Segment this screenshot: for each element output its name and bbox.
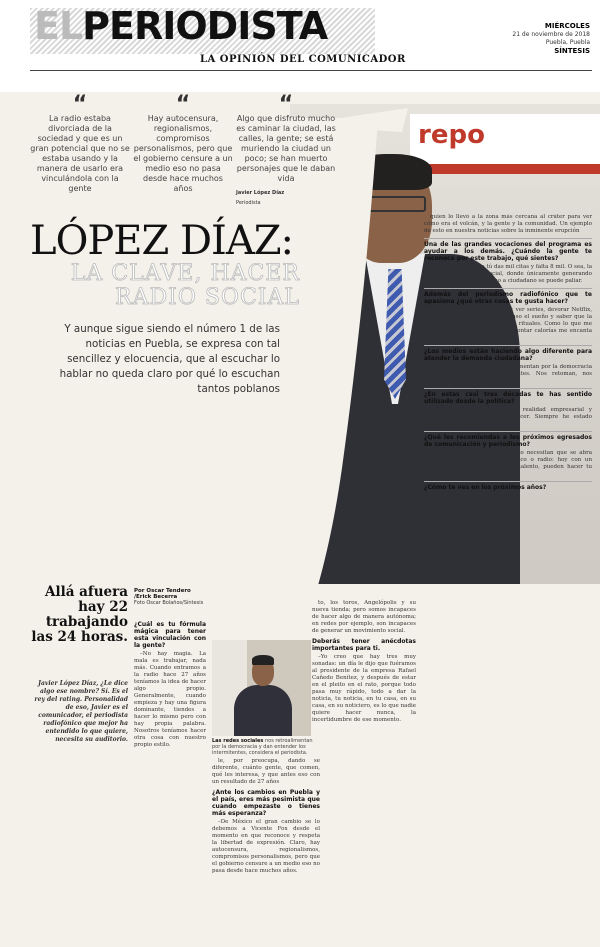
masthead: [0, 0, 600, 92]
byline-authors: Por Oscar Tendero /Erick Becerra: [134, 588, 191, 600]
newspaper-logo: [34, 4, 327, 48]
inset-photo: [212, 640, 311, 736]
interview-question: ¿Cuál es tu fórmula mágica para tener esta vinculación con la gente?: [134, 621, 206, 649]
interview-question: ¿Cómo te ves en los próximos años?: [424, 481, 592, 491]
article-column-1: [134, 618, 206, 750]
masthead-city: Puebla, Puebla: [545, 39, 590, 46]
article-paragraph: quien lo llevó a la zona más cercana al cráter para ver cómo era el volcán, y la gente y la comunidad. Un ejemplo de esto en nuestra noticias sobre la inminente erupción: [424, 214, 592, 234]
quote-mark-icon: “: [175, 92, 191, 117]
byline-photo: Foto Oscar Bolaños/Síntesis: [134, 600, 204, 606]
pull-quote-1: [30, 92, 130, 194]
interview-answer: –No hay magia. La mala es trabajar, nada más. Cuando entramos a la radio hace 27 años teníamos la idea de hacer algo propio. Generalmente, cuando empieza y hay una figura dominante, tiendes a hacer lo mismo pero con hay propia palabra. Nosotros teníamos hacer otra cosa con nuestro propio estilo.: [134, 651, 206, 748]
article-column-4: [424, 214, 592, 942]
masthead-edition: SÍNTESIS: [554, 47, 590, 55]
byline: [134, 588, 204, 606]
interview-question: ¿En estas casi tres décadas te has sentido utilizado desde la política?: [424, 388, 592, 405]
inset-man-hair: [252, 655, 274, 665]
article-column-3: [312, 600, 416, 725]
quote-mark-icon: “: [72, 92, 88, 117]
headline-title: LÓPEZ DÍAZ:: [30, 218, 294, 264]
masthead-dateline: [512, 22, 590, 56]
banner-text: repo: [418, 120, 485, 150]
tagline: LA OPINIÓN DEL COMUNICADOR: [200, 54, 406, 65]
quote-author-role: Periodista: [236, 200, 261, 206]
sidebar-lead: Javier López Díaz, ¿Le dice algo ese nombre? Sí. Es el rey del rating. Personalidad de eso, Javier es el comunicador, el periodista radiofónico que mejor ha entendido lo que quiere, necesita su auditorio.: [34, 680, 128, 743]
quote-author: [236, 188, 336, 208]
interview-question: ¿Los medios están haciendo algo diferente para atender la demanda ciudadana?: [424, 345, 592, 362]
interview-question: Una de las grandes vocaciones del programa es ayudar a los demás. ¿Cuándo la gente te reconoce por este trabajo, qué sientes?: [424, 238, 592, 262]
masthead-date: 21 de noviembre de 2018: [512, 31, 590, 38]
interview-answer: Impotencia, porque tú das mil citas y falta 8 mil. O sea, la inacabada asistencia social, donde únicamente generando la solidaridad de ciudadano a ciudadano se puede paliar.: [424, 264, 592, 284]
caption-lead: Las redes sociales: [212, 738, 264, 744]
pull-quote-2: [133, 92, 233, 194]
headline-dek: Y aunque sigue siendo el número 1 de las noticias en Puebla, se expresa con tal sencillez y elocuencia, que al escuchar lo hablar no queda claro por qué lo escuchan tantos poblanos: [59, 323, 280, 395]
article-paragraph: to, los toros, Angelópolis y su nueva tienda; pero somos incapaces de hacer algo de manera autónoma; en redes por ejemplo, son incapaces de generar un movimiento social.: [312, 600, 416, 634]
interview-question: Deberás tener anécdotas importantes para ti.: [312, 638, 416, 652]
interview-answer: –Que tengan su propia idea, no necesitan que se abra otro canal de televisión, periódico o radio: hoy con un medio casi ilimitado de todo y talento, pueden hacer tu propio medio.: [424, 450, 592, 477]
pull-quote-text: Hay autocensura, regionalismos, compromisos personalismos, pero que el gobierno censure a un medio eso no pasa desde hace muchos años: [133, 114, 233, 193]
article-column-2: [212, 758, 320, 876]
interview-question: ¿Ante los cambios en Puebla y el país, eres más pesimista que cuando empezaste o tienes más esperanza?: [212, 789, 320, 817]
masthead-day: MIÉRCOLES: [544, 22, 590, 30]
pull-quote-text: Algo que disfruto mucho es caminar la ciudad, las calles, la gente; se está muriendo la ciudad un poco; se han muerto personajes que le daban vida: [236, 114, 336, 183]
interview-question: ¿Qué les recomiendas a los próximos egresados de comunicación y periodismo?: [424, 431, 592, 448]
interview-answer: –Me gusta mucho ver la tele; ver series, devorar Netflix, quedarme dormido donde se guso el sueño y saber que la puedes volver a ver, son de mis rituales. Como lo que me gusta a placer, en la dieta, sin contar calorías me encanta disfruto mucho hacer eso.: [424, 307, 592, 341]
inset-caption: [212, 738, 320, 756]
sidebar-headline: Allá afuera hay 22 trabajando las 24 horas.: [31, 584, 128, 645]
headline-subtitle: LA CLAVE, HACER RADIO SOCIAL: [70, 261, 300, 310]
interview-answer: –De México el gran cambio se lo debemos a Vicente Fox desde el momento en que reconoce y respeta la libertad de expresión. Claro, hay autocensura, regionalismos, compromisos personalismos, pero que el gobierno censure a un medio eso no pasa desde hace muchos años.: [212, 819, 320, 874]
interview-answer: –Las redes sociales nos retroalimentan por la democracia y dan entender los intermitentes. Nos retoman, nos aplastan y dejan atrás.: [424, 364, 592, 384]
caption-text: nos retroalimentan por la democracia y dan entender los intermitentes, considera el periodista.: [212, 738, 313, 756]
pull-quote-text: La radio estaba divorciada de la sociedad y que es un gran potencial que no se estaba usando y la manera de usarlo era vinculándola con la gente: [30, 114, 130, 193]
masthead-rule: [30, 70, 592, 71]
logo-el: EL: [34, 4, 83, 48]
interview-answer: –Yo creo que hay tres muy sonadas: un día le dijo que fuéramos al presidente de la empresa Rafael Cañedo Benítez, y después de estar en el pleito en el rato, porque todo pasa muy rápido, todo a dar la noticia, tu noticia, en tu casa, en su casa, en su noticiero, es lo que nadie quiere hacer nunca, la incertidumbre de ese momento.: [312, 654, 416, 723]
quote-author-name: Javier López Díaz: [236, 190, 285, 196]
interview-answer: –Tú realidad se impone. Tu realidad empresarial y personal no lo puedes desconocer. Siempre he estado donde está y parado.: [424, 407, 592, 427]
article-paragraph: le, por preocupa, dando se diferente, cuánto gente, que comen, qué les interesa, y que antes eso con un resultado de 27 años: [212, 758, 320, 785]
logo-main: PERIODISTA: [82, 4, 328, 48]
pull-quote-3: [236, 92, 336, 208]
quote-mark-icon: “: [278, 92, 294, 117]
interview-question: Además del periodismo radiofónico que te apasiona ¿qué otras cosas te gusta hacer?: [424, 288, 592, 305]
inset-man-body: [234, 685, 292, 736]
